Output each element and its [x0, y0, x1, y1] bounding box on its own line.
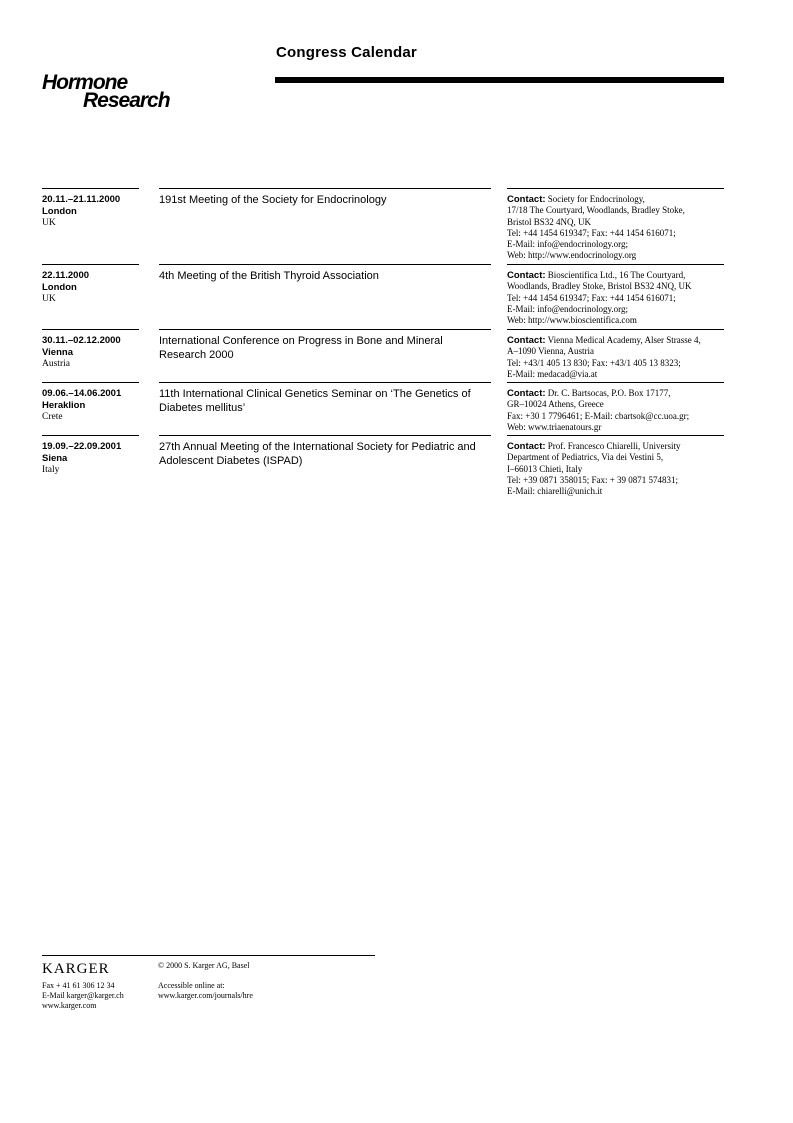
- event-date-block: [42, 264, 139, 305]
- journal-url[interactable]: www.karger.com/journals/hre: [158, 991, 253, 1000]
- contact-line: [507, 358, 724, 369]
- contact-line: [507, 475, 724, 486]
- journal-logo-line2: Research: [83, 89, 170, 112]
- event-date: 09.06.–14.06.2001: [42, 388, 122, 399]
- event-country: UK: [42, 294, 56, 304]
- contact-text: Society for Endocrinology,: [547, 194, 645, 204]
- contact-text: Tel: +44 1454 619347; Fax: +44 1454 616071;: [507, 292, 676, 303]
- event-city: London: [42, 206, 77, 217]
- contact-text: E-Mail: chiarelli@unich.it: [507, 486, 603, 497]
- contact-label: Contact:: [507, 194, 546, 205]
- contact-text: Department of Pediatrics, Via dei Vestini 5,: [507, 452, 664, 463]
- event-title: 27th Annual Meeting of the International Society for Pediatric and Adolescent Diabetes (ISPAD): [159, 441, 476, 467]
- event-city: Vienna: [42, 347, 73, 358]
- contact-line: [507, 411, 724, 422]
- contact-text: E-Mail: medacad@via.at: [507, 368, 598, 379]
- publisher-logo: KARGER: [42, 961, 110, 977]
- contact-label: Contact:: [507, 335, 546, 346]
- contact-line: [507, 250, 724, 261]
- journal-logo-line1: Hormone: [42, 71, 128, 94]
- event-city: Heraklion: [42, 400, 86, 411]
- header-rule: [275, 77, 724, 83]
- event-date-block: [42, 382, 139, 423]
- contact-line: [507, 293, 724, 304]
- publisher-email[interactable]: E-Mail karger@karger.ch: [42, 991, 124, 1000]
- event-title: 191st Meeting of the Society for Endocrinology: [159, 194, 387, 206]
- contact-line: [507, 281, 724, 292]
- contact-text: Vienna Medical Academy, Alser Strasse 4,: [547, 335, 701, 345]
- copyright-block: [158, 961, 253, 1001]
- event-date: 30.11.–02.12.2000: [42, 335, 121, 346]
- contact-text: Dr. C. Bartsocas, P.O. Box 17177,: [547, 388, 671, 398]
- contact-label: Contact:: [507, 388, 546, 399]
- contact-line: [507, 388, 724, 399]
- contact-text: E-Mail: info@endocrinology.org;: [507, 239, 629, 250]
- event-city: London: [42, 282, 77, 293]
- footer-rule: [42, 955, 375, 956]
- contact-line: [507, 486, 724, 497]
- page-title: Congress Calendar: [276, 44, 417, 61]
- contact-line: [507, 315, 724, 326]
- event-date-block: [42, 329, 139, 370]
- event-contact: [507, 188, 724, 262]
- copyright-notice: © 2000 S. Karger AG, Basel: [158, 961, 250, 970]
- event-date: 19.09.–22.09.2001: [42, 441, 122, 452]
- contact-text: Web: www.triaenatours.gr: [507, 421, 602, 432]
- event-title-block: [159, 264, 491, 283]
- contact-line: [507, 399, 724, 410]
- contact-text: Web: http://www.endocrinology.org: [507, 250, 637, 261]
- accessible-label: Accessible online at:: [158, 981, 225, 990]
- event-date: 20.11.–21.11.2000: [42, 194, 121, 205]
- contact-label: Contact:: [507, 270, 546, 281]
- contact-line: [507, 422, 724, 433]
- event-title: International Conference on Progress in Bone and Mineral Research 2000: [159, 335, 443, 361]
- contact-line: [507, 217, 724, 228]
- contact-line: [507, 205, 724, 216]
- event-title-block: [159, 382, 491, 415]
- event-country: Austria: [42, 359, 70, 369]
- event-date-block: [42, 435, 139, 476]
- event-country: UK: [42, 218, 56, 228]
- contact-line: [507, 228, 724, 239]
- contact-text: Fax: +30 1 7796461; E-Mail: cbartsok@cc.uoa.gr;: [507, 410, 690, 421]
- contact-text: Prof. Francesco Chiarelli, University: [547, 441, 681, 451]
- contact-line: [507, 441, 724, 452]
- event-contact: [507, 382, 724, 433]
- event-title-block: [159, 435, 491, 468]
- contact-text: Woodlands, Bradley Stoke, Bristol BS32 4NQ, UK: [507, 281, 692, 292]
- event-title-block: [159, 329, 491, 362]
- contact-text: Bioscientifica Ltd., 16 The Courtyard,: [547, 270, 686, 280]
- event-country: Crete: [42, 412, 63, 422]
- contact-line: [507, 452, 724, 463]
- contact-line: [507, 270, 724, 281]
- contact-line: [507, 464, 724, 475]
- event-contact: [507, 264, 724, 326]
- publisher-fax: Fax + 41 61 306 12 34: [42, 981, 115, 990]
- contact-label: Contact:: [507, 441, 546, 452]
- contact-text: Tel: +44 1454 619347; Fax: +44 1454 616071;: [507, 227, 676, 238]
- event-title: 11th International Clinical Genetics Seminar on ‘The Genetics of Diabetes mellitus’: [159, 388, 471, 414]
- journal-logo: [42, 71, 170, 112]
- contact-text: I–66013 Chieti, Italy: [507, 463, 583, 474]
- contact-line: [507, 304, 724, 315]
- contact-text: Tel: +39 0871 358015; Fax: + 39 0871 574831;: [507, 474, 679, 485]
- contact-text: Web: http://www.bioscientifica.com: [507, 315, 637, 326]
- publisher-website[interactable]: www.karger.com: [42, 1001, 97, 1010]
- event-contact: [507, 329, 724, 380]
- contact-line: [507, 194, 724, 205]
- event-date-block: [42, 188, 139, 229]
- contact-text: 17/18 The Courtyard, Woodlands, Bradley Stoke,: [507, 205, 685, 216]
- event-country: Italy: [42, 465, 60, 475]
- event-title-block: [159, 188, 491, 207]
- contact-text: GR–10024 Athens, Greece: [507, 399, 604, 410]
- event-title: 4th Meeting of the British Thyroid Association: [159, 270, 379, 282]
- contact-text: Bristol BS32 4NQ, UK: [507, 216, 592, 227]
- contact-line: [507, 335, 724, 346]
- event-date: 22.11.2000: [42, 270, 90, 281]
- contact-line: [507, 369, 724, 380]
- event-contact: [507, 435, 724, 497]
- event-city: Siena: [42, 453, 68, 464]
- contact-text: A–1090 Vienna, Austria: [507, 346, 595, 357]
- contact-text: Tel: +43/1 405 13 830; Fax: +43/1 405 13 8323;: [507, 357, 681, 368]
- contact-line: [507, 346, 724, 357]
- contact-line: [507, 239, 724, 250]
- publisher-contact: [42, 981, 124, 1011]
- contact-text: E-Mail: info@endocrinology.org;: [507, 303, 629, 314]
